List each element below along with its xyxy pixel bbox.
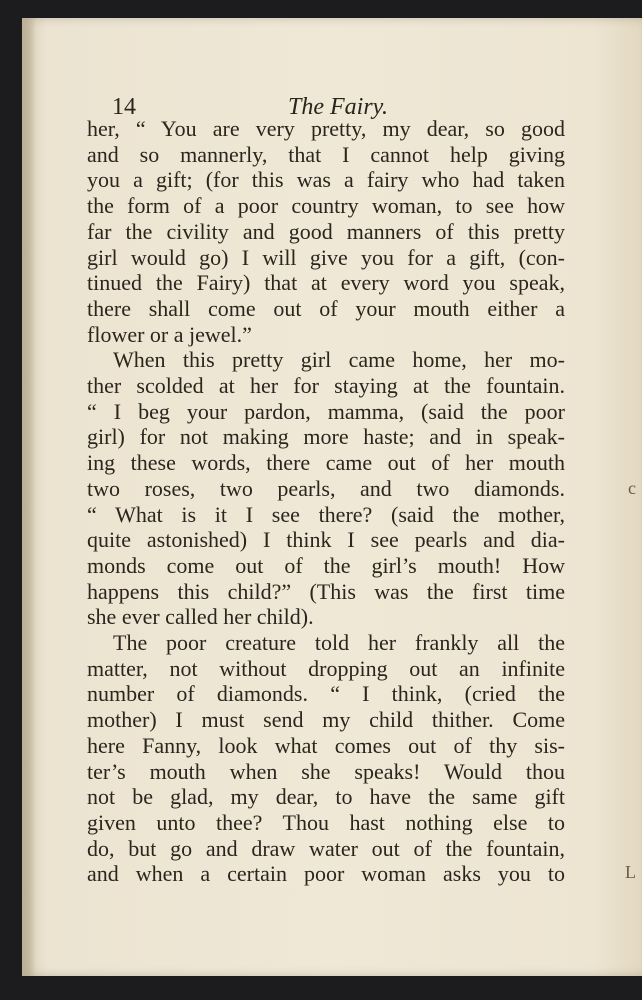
text-line: ing these words, there came out of her mouth [87,450,565,476]
text-line: not be glad, my dear, to have the same gift [87,784,565,810]
text-line: she ever called her child). [87,604,314,630]
text-line: the form of a poor country woman, to see how [87,193,565,219]
text-line: do, but go and draw water out of the fountain, [87,835,565,861]
text-line: mother) I must send my child thither. Come [87,707,565,733]
running-title: The Fairy. [288,94,388,120]
text-line: her, “ You are very pretty, my dear, so good [87,116,565,141]
text-line: here Fanny, look what comes out of thy sis- [87,732,565,758]
text-line: flower or a jewel.” [87,321,252,347]
text-line: ter’s mouth when she speaks! Would thou [87,758,565,784]
text-line: girl would go) I will give you for a gift, (con- [87,244,565,270]
margin-mark: L [625,862,636,882]
margin-mark: с [628,478,636,498]
text-line: there shall come out of your mouth either a [87,295,565,321]
text-line: and so mannerly, that I cannot help giving [87,141,565,167]
text-line: “ I beg your pardon, mamma, (said the poor [87,398,565,424]
text-line: quite astonished) I think I see pearls and dia- [87,527,565,553]
page-number: 14 [112,94,136,120]
text-line: and when a certain poor woman asks you to [87,861,565,887]
text-line: The poor creature told her frankly all the [113,630,565,656]
body-text [87,116,565,887]
text-line: girl) for not making more haste; and in speak- [87,424,565,450]
text-line: matter, not without dropping out an infinite [87,655,565,681]
text-line: given unto thee? Thou hast nothing else to [87,809,565,835]
text-line: far the civility and good manners of this pretty [87,218,565,244]
text-line: monds come out of the girl’s mouth! How [87,552,565,578]
page-gutter-shadow [22,18,36,976]
text-line: number of diamonds. “ I think, (cried the [87,681,565,707]
text-line: “ What is it I see there? (said the mother, [87,501,565,527]
text-line: When this pretty girl came home, her mo- [113,347,565,373]
text-line: two roses, two pearls, and two diamonds. [87,475,565,501]
text-line: happens this child?” (This was the first time [87,578,565,604]
text-line: you a gift; (for this was a fairy who had taken [87,167,565,193]
text-line: tinued the Fairy) that at every word you speak, [87,270,565,296]
text-line: ther scolded at her for staying at the fountain. [87,373,565,399]
